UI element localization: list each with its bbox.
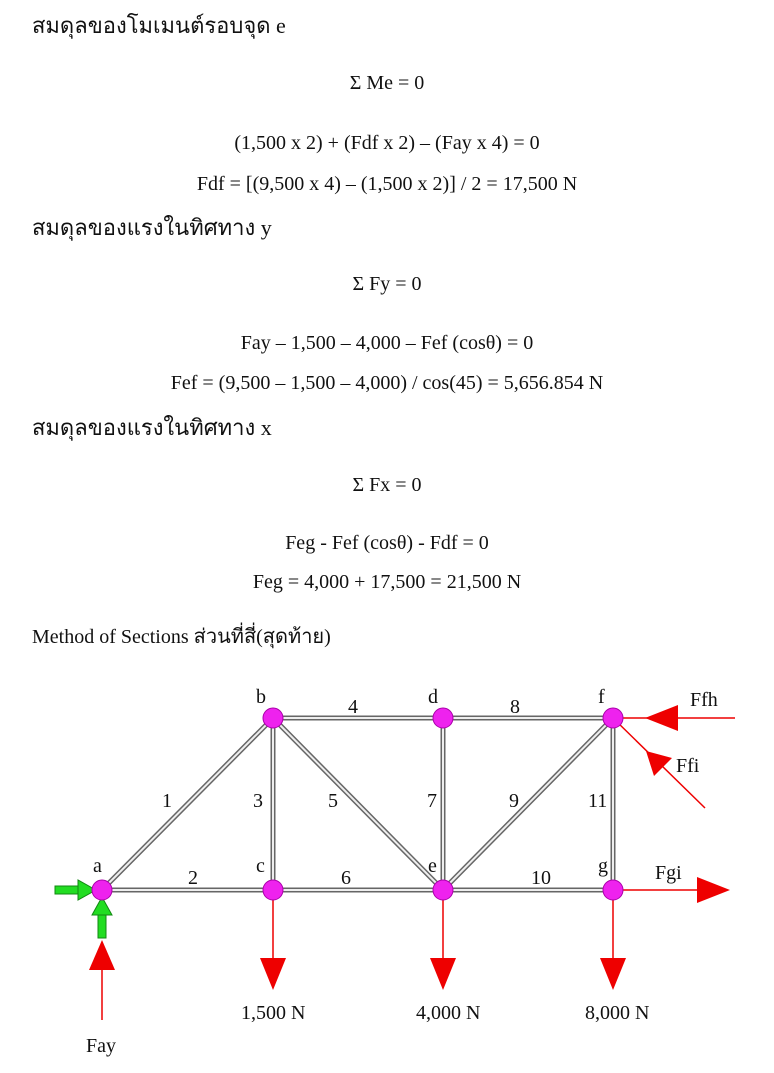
force-label-fay: Fay bbox=[86, 1035, 116, 1057]
force-label-ffh: Ffh bbox=[690, 689, 718, 711]
moment-equation-2: Fdf = [(9,500 x 4) – (1,500 x 2)] / 2 = 17,500 N bbox=[196, 173, 578, 195]
force-arrows bbox=[55, 705, 730, 1020]
node-f bbox=[603, 708, 623, 728]
fy-sum-equation: Σ Fy = 0 bbox=[352, 273, 422, 295]
force-label-load-e: 4,000 N bbox=[416, 1002, 481, 1024]
node-label-f: f bbox=[598, 686, 605, 708]
force-label-ffi: Ffi bbox=[676, 755, 700, 777]
member-label-3: 3 bbox=[253, 790, 263, 812]
load-c-arrow bbox=[260, 958, 286, 990]
force-label-load-g: 8,000 N bbox=[585, 1002, 650, 1024]
fx-sum-equation: Σ Fx = 0 bbox=[352, 474, 422, 496]
member-label-8: 8 bbox=[510, 696, 520, 718]
member-label-6: 6 bbox=[341, 867, 351, 889]
member-label-10: 10 bbox=[531, 867, 551, 889]
method-of-sections-title: Method of Sections ส่วนที่สี่(สุดท้าย) bbox=[32, 626, 331, 648]
fy-equation-1: Fay – 1,500 – 4,000 – Fef (cosθ) = 0 bbox=[240, 332, 534, 354]
member-label-4: 4 bbox=[348, 696, 358, 718]
fay-arrow bbox=[89, 940, 115, 970]
member-label-11: 11 bbox=[588, 790, 608, 812]
node-label-e: e bbox=[428, 855, 437, 877]
force-label-fgi: Fgi bbox=[655, 862, 682, 884]
truss-members bbox=[102, 718, 613, 890]
force-labels bbox=[86, 689, 718, 1057]
member-label-1: 1 bbox=[162, 790, 172, 812]
node-e bbox=[433, 880, 453, 900]
force-label-load-c: 1,500 N bbox=[241, 1002, 306, 1024]
node-label-d: d bbox=[428, 686, 438, 708]
fx-equation-2: Feg = 4,000 + 17,500 = 21,500 N bbox=[252, 571, 522, 593]
fgi-arrowhead bbox=[697, 877, 730, 903]
node-label-c: c bbox=[256, 855, 265, 877]
fy-equilibrium-heading: สมดุลของแรงในทิศทาง y bbox=[32, 215, 272, 240]
load-g-arrow bbox=[600, 958, 626, 990]
member-label-7: 7 bbox=[427, 790, 437, 812]
node-label-g: g bbox=[598, 855, 608, 877]
fy-equation-2: Fef = (9,500 – 1,500 – 4,000) / cos(45) = 5,656.854 N bbox=[170, 372, 604, 394]
moment-sum-equation: Σ Me = 0 bbox=[349, 72, 425, 94]
node-g bbox=[603, 880, 623, 900]
member-label-9: 9 bbox=[509, 790, 519, 812]
node-label-a: a bbox=[93, 855, 102, 877]
member-label-2: 2 bbox=[188, 867, 198, 889]
member-label-5: 5 bbox=[328, 790, 338, 812]
moment-equation-1: (1,500 x 2) + (Fdf x 2) – (Fay x 4) = 0 bbox=[234, 132, 540, 154]
moment-equilibrium-heading: สมดุลของโมเมนต์รอบจุด e bbox=[32, 13, 286, 38]
fx-equation-1: Feg - Fef (cosθ) - Fdf = 0 bbox=[285, 532, 489, 554]
node-a bbox=[92, 880, 112, 900]
node-c bbox=[263, 880, 283, 900]
ffh-arrowhead bbox=[645, 705, 678, 731]
node-b bbox=[263, 708, 283, 728]
load-e-arrow bbox=[430, 958, 456, 990]
node-d bbox=[433, 708, 453, 728]
node-label-b: b bbox=[256, 686, 266, 708]
fx-equilibrium-heading: สมดุลของแรงในทิศทาง x bbox=[32, 415, 272, 440]
